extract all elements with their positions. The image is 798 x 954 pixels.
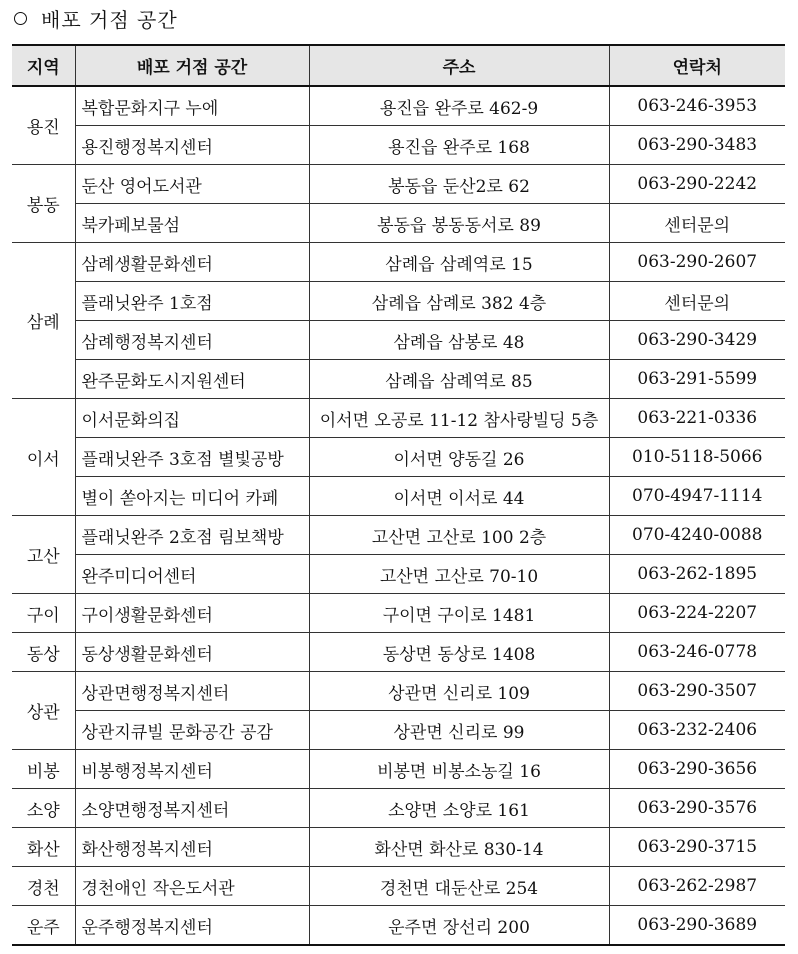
contact-cell: 063-290-3715 — [609, 828, 785, 867]
header-contact: 연락처 — [609, 45, 785, 86]
place-cell: 플래닛완주 2호점 림보책방 — [75, 516, 309, 555]
address-cell: 삼례읍 삼례로 382 4층 — [309, 282, 609, 321]
table-row — [12, 867, 785, 906]
address-cell: 상관면 신리로 109 — [309, 672, 609, 711]
address-cell: 이서면 이서로 44 — [309, 477, 609, 516]
table-row — [12, 555, 785, 594]
region-cell: 화산 — [12, 828, 75, 867]
contact-cell: 063-290-2242 — [609, 165, 785, 204]
address-cell: 구이면 구이로 1481 — [309, 594, 609, 633]
contact-cell: 063-290-3483 — [609, 126, 785, 165]
contact-cell: 063-232-2406 — [609, 711, 785, 750]
place-cell: 완주미디어센터 — [75, 555, 309, 594]
region-cell: 경천 — [12, 867, 75, 906]
contact-cell: 010-5118-5066 — [609, 438, 785, 477]
table-row — [12, 672, 785, 711]
table-row — [12, 906, 785, 946]
contact-cell: 063-290-3689 — [609, 906, 785, 946]
table-row — [12, 282, 785, 321]
region-cell: 동상 — [12, 633, 75, 672]
table-row — [12, 204, 785, 243]
address-cell: 삼례읍 삼례역로 85 — [309, 360, 609, 399]
contact-cell: 센터문의 — [609, 204, 785, 243]
place-cell: 상관지큐빌 문화공간 공감 — [75, 711, 309, 750]
table-row — [12, 633, 785, 672]
region-cell: 상관 — [12, 672, 75, 750]
section-heading-text: 배포 거점 공간 — [41, 7, 178, 32]
contact-cell: 063-246-0778 — [609, 633, 785, 672]
place-cell: 비봉행정복지센터 — [75, 750, 309, 789]
address-cell: 소양면 소양로 161 — [309, 789, 609, 828]
address-cell: 용진읍 완주로 168 — [309, 126, 609, 165]
contact-cell: 070-4240-0088 — [609, 516, 785, 555]
contact-cell: 063-290-3576 — [609, 789, 785, 828]
contact-cell: 063-290-3656 — [609, 750, 785, 789]
region-cell: 삼례 — [12, 243, 75, 399]
address-cell: 이서면 오공로 11-12 참사랑빌딩 5층 — [309, 399, 609, 438]
table-header-row — [12, 45, 785, 86]
place-cell: 삼례생활문화센터 — [75, 243, 309, 282]
address-cell: 비봉면 비봉소농길 16 — [309, 750, 609, 789]
table-row — [12, 789, 785, 828]
contact-cell: 070-4947-1114 — [609, 477, 785, 516]
region-cell: 운주 — [12, 906, 75, 946]
section-heading — [14, 2, 178, 34]
address-cell: 화산면 화산로 830-14 — [309, 828, 609, 867]
table-row — [12, 477, 785, 516]
place-cell: 플래닛완주 1호점 — [75, 282, 309, 321]
header-region: 지역 — [12, 45, 75, 86]
address-cell: 상관면 신리로 99 — [309, 711, 609, 750]
table-row — [12, 86, 785, 126]
place-cell: 구이생활문화센터 — [75, 594, 309, 633]
header-place: 배포 거점 공간 — [75, 45, 309, 86]
contact-cell: 063-221-0336 — [609, 399, 785, 438]
contact-cell: 센터문의 — [609, 282, 785, 321]
table-row — [12, 711, 785, 750]
address-cell: 용진읍 완주로 462-9 — [309, 86, 609, 126]
place-cell: 별이 쏟아지는 미디어 카페 — [75, 477, 309, 516]
place-cell: 삼례행정복지센터 — [75, 321, 309, 360]
table-row — [12, 126, 785, 165]
address-cell: 고산면 고산로 100 2층 — [309, 516, 609, 555]
contact-cell: 063-290-3429 — [609, 321, 785, 360]
contact-cell: 063-262-2987 — [609, 867, 785, 906]
contact-cell: 063-290-2607 — [609, 243, 785, 282]
region-cell: 비봉 — [12, 750, 75, 789]
place-cell: 운주행정복지센터 — [75, 906, 309, 946]
contact-cell: 063-291-5599 — [609, 360, 785, 399]
table-row — [12, 360, 785, 399]
region-cell: 용진 — [12, 86, 75, 165]
place-cell: 북카페보물섬 — [75, 204, 309, 243]
place-cell: 둔산 영어도서관 — [75, 165, 309, 204]
address-cell: 경천면 대둔산로 254 — [309, 867, 609, 906]
table-row — [12, 594, 785, 633]
hollow-circle-icon — [14, 12, 27, 25]
table-row — [12, 165, 785, 204]
region-cell: 구이 — [12, 594, 75, 633]
place-cell: 상관면행정복지센터 — [75, 672, 309, 711]
place-cell: 완주문화도시지원센터 — [75, 360, 309, 399]
region-cell: 이서 — [12, 399, 75, 516]
address-cell: 삼례읍 삼례역로 15 — [309, 243, 609, 282]
place-cell: 화산행정복지센터 — [75, 828, 309, 867]
place-cell: 이서문화의집 — [75, 399, 309, 438]
address-cell: 봉동읍 봉동동서로 89 — [309, 204, 609, 243]
region-cell: 소양 — [12, 789, 75, 828]
address-cell: 동상면 동상로 1408 — [309, 633, 609, 672]
table-row — [12, 750, 785, 789]
address-cell: 봉동읍 둔산2로 62 — [309, 165, 609, 204]
address-cell: 삼례읍 삼봉로 48 — [309, 321, 609, 360]
table-row — [12, 516, 785, 555]
contact-cell: 063-290-3507 — [609, 672, 785, 711]
place-cell: 경천애인 작은도서관 — [75, 867, 309, 906]
place-cell: 용진행정복지센터 — [75, 126, 309, 165]
table-row — [12, 243, 785, 282]
address-cell: 고산면 고산로 70-10 — [309, 555, 609, 594]
address-cell: 운주면 장선리 200 — [309, 906, 609, 946]
table-row — [12, 399, 785, 438]
table-row — [12, 828, 785, 867]
table-row — [12, 321, 785, 360]
contact-cell: 063-246-3953 — [609, 86, 785, 126]
place-cell: 복합문화지구 누에 — [75, 86, 309, 126]
region-cell: 고산 — [12, 516, 75, 594]
region-cell: 봉동 — [12, 165, 75, 243]
contact-cell: 063-224-2207 — [609, 594, 785, 633]
place-cell: 플래닛완주 3호점 별빛공방 — [75, 438, 309, 477]
contact-cell: 063-262-1895 — [609, 555, 785, 594]
distribution-points-table — [12, 44, 785, 946]
place-cell: 소양면행정복지센터 — [75, 789, 309, 828]
table-row — [12, 438, 785, 477]
header-address: 주소 — [309, 45, 609, 86]
address-cell: 이서면 양동길 26 — [309, 438, 609, 477]
place-cell: 동상생활문화센터 — [75, 633, 309, 672]
